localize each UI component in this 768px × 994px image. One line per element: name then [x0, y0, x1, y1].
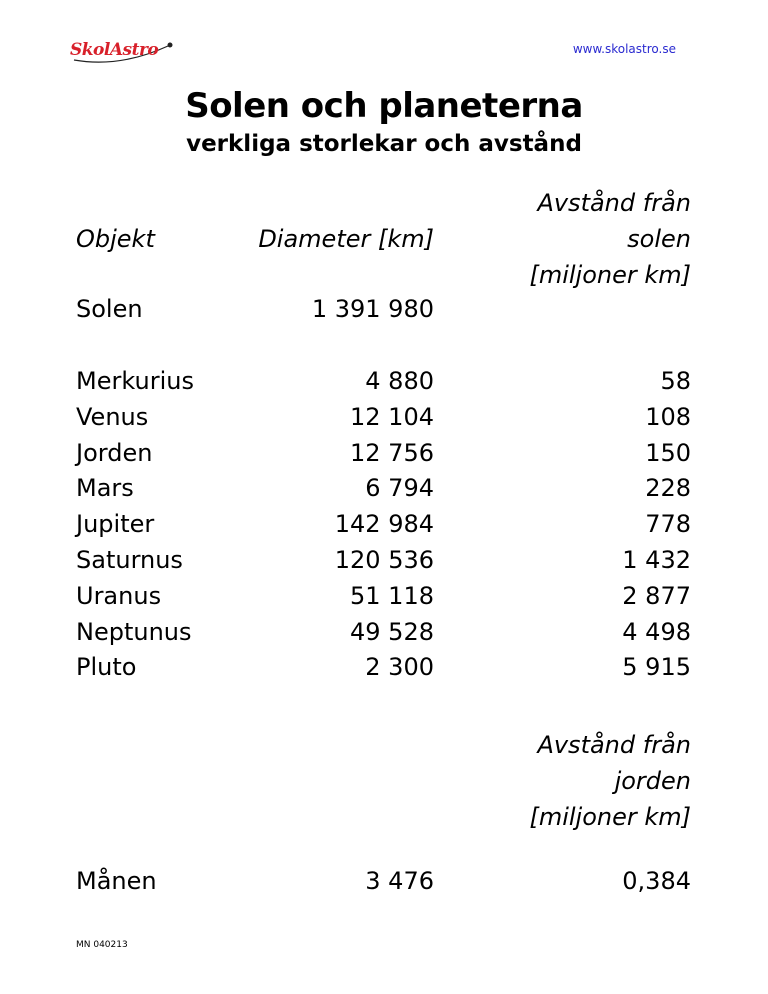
planet-distance: 228 [645, 474, 691, 502]
document-code: MN 040213 [76, 940, 128, 950]
column-header-line: [miljoner km] [529, 261, 691, 289]
moon-name: Månen [76, 867, 157, 895]
skolastro-logo [70, 38, 176, 66]
website-url: www.skolastro.se [572, 42, 676, 56]
planet-distance: 5 915 [622, 653, 691, 681]
moon-distance: 0,384 [622, 867, 691, 895]
planet-distance: 58 [660, 367, 691, 395]
planet-name: Saturnus [76, 546, 183, 574]
planet-name: Mars [76, 474, 134, 502]
moon-diameter: 3 476 [365, 867, 434, 895]
sun-diameter: 1 391 980 [311, 295, 434, 323]
planet-diameter: 12 756 [350, 439, 434, 467]
column-header-distance-sun [450, 185, 691, 293]
column-header-line: Avstånd från [537, 189, 691, 217]
planet-name: Pluto [76, 653, 137, 681]
planet-diameter: 6 794 [365, 474, 434, 502]
planet-diameter: 4 880 [365, 367, 434, 395]
logo-text: SkolAstro [70, 40, 159, 60]
planet-distance: 1 432 [622, 546, 691, 574]
planet-name: Jorden [76, 439, 153, 467]
column-header-line: jorden [614, 767, 691, 795]
planet-diameter: 142 984 [334, 510, 434, 538]
planet-distance: 778 [645, 510, 691, 538]
planet-diameter: 2 300 [365, 653, 434, 681]
planet-name: Neptunus [76, 618, 192, 646]
planet-distance: 2 877 [622, 582, 691, 610]
column-header-distance-earth [450, 727, 691, 835]
page-title: Solen och planeterna [185, 86, 583, 126]
planet-distance: 150 [645, 439, 691, 467]
planet-distance: 108 [645, 403, 691, 431]
column-header-object: Objekt [76, 225, 155, 253]
planet-name: Jupiter [76, 510, 155, 538]
page-subtitle: verkliga storlekar och avstånd [186, 131, 582, 157]
planet-diameter: 51 118 [350, 582, 434, 610]
planet-name: Uranus [76, 582, 162, 610]
planet-diameter: 49 528 [350, 618, 434, 646]
planet-distance: 4 498 [622, 618, 691, 646]
sun-name: Solen [76, 295, 143, 323]
column-header-line: solen [627, 225, 691, 253]
column-header-diameter: Diameter [km] [258, 225, 434, 253]
planet-diameter: 120 536 [334, 546, 434, 574]
planet-diameter: 12 104 [350, 403, 434, 431]
planet-name: Merkurius [76, 367, 194, 395]
column-header-line: Avstånd från [537, 731, 691, 759]
column-header-line: [miljoner km] [529, 803, 691, 831]
planet-name: Venus [76, 403, 149, 431]
